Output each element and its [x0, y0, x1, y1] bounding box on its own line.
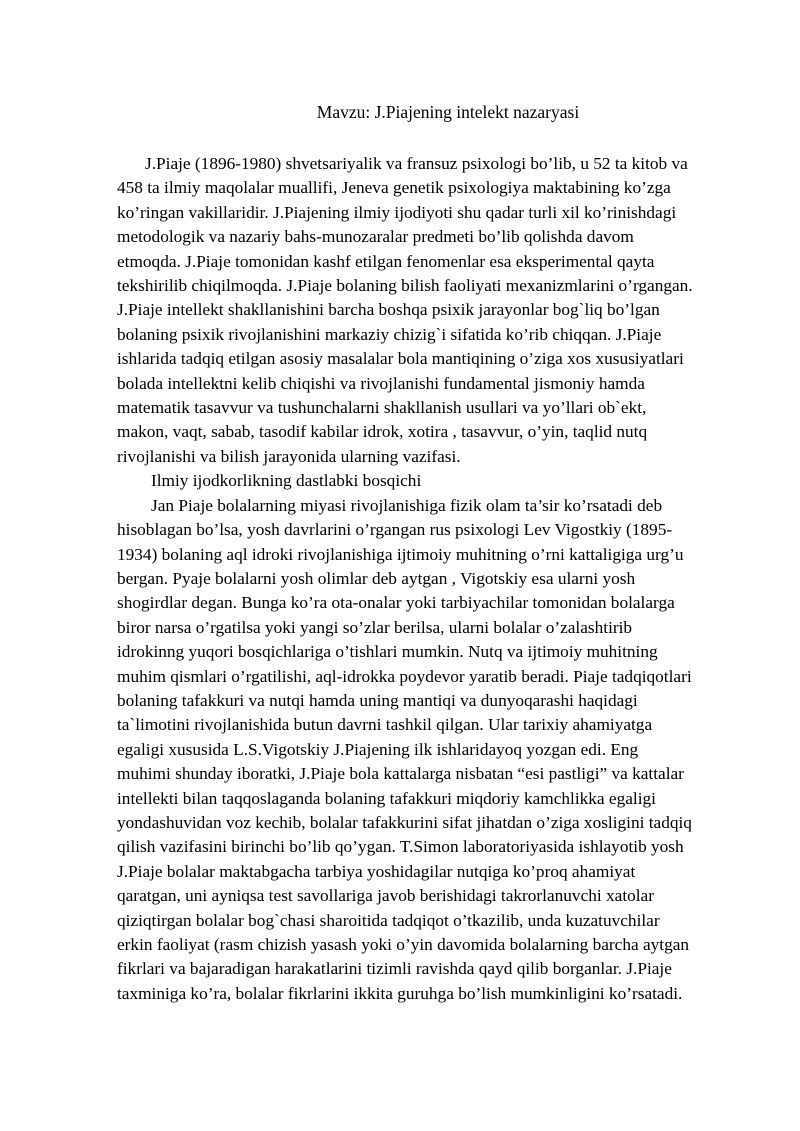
document-body: [117, 152, 747, 1006]
paragraph-line: bolaning psixik rivojlanishini markaziy chizig`i sifatida ko’rib chiqqan. J.Piaje: [117, 324, 662, 344]
paragraph-line: fikrlari va bajaradigan harakatlarini tizimli ravishda qayd qilib borganlar. J.Piaje: [117, 959, 672, 979]
paragraph-line: 1934) bolaning aql idroki rivojlanishiga ijtimoiy muhitning o’rni kattaligiga urg’u: [117, 544, 684, 564]
paragraph-line: yondashuvidan voz kechib, bolalar tafakkurini sifat jihatdan o’ziga xosligini tadqiq: [117, 812, 692, 832]
paragraph-line: intellekti bilan taqqoslaganda bolaning tafakkuri miqdoriy kamchlikka egaligi: [117, 788, 656, 808]
paragraph-line: rivojlanishi va bilish jarayonida ularning vazifasi.: [117, 446, 461, 466]
paragraph-line: bergan. Pyaje bolalarni yosh olimlar deb aytgan , Vigotskiy esa ularni yosh: [117, 568, 636, 588]
paragraph-line: ta`limotini rivojlanishida butun davrni tashkil qilgan. Ular tarixiy ahamiyatga: [117, 715, 653, 735]
document-title: Mavzu: J.Piajening intelekt nazaryasi: [316, 102, 580, 122]
paragraph-line: 458 ta ilmiy maqolalar muallifi, Jeneva genetik psixologiya maktabining ko’zga: [117, 178, 671, 198]
paragraph-line: idrokinng yuqori bosqichlariga o’tishlari mumkin. Nutq va ijtimoiy muhitning: [117, 642, 658, 662]
paragraph-line: tekshirilib chiqilmoqda. J.Piaje bolaning bilish faoliyati mexanizmlarini o’rgangan.: [117, 276, 693, 296]
paragraph-line: makon, vaqt, sabab, tasodif kabilar idrok, xotira , tasavvur, o’yin, taqlid nutq: [117, 422, 648, 442]
paragraph-line: J.Piaje (1896-1980) shvetsariyalik va fransuz psixologi bo’lib, u 52 ta kitob va: [145, 154, 688, 173]
paragraph-line: etmoqda. J.Piaje tomonidan kashf etilgan fenomenlar esa eksperimental qayta: [117, 251, 655, 271]
paragraph-line: muhimi shunday iboratki, J.Piaje bola kattalarga nisbatan “esi pastligi” va kattalar: [117, 764, 684, 784]
paragraph-line: qiziqtirgan bolalar bog`chasi sharoitida tadqiqot o’tkazilib, unda kuzatuvchilar: [117, 910, 660, 930]
paragraph-line: biror narsa o’rgatilsa yoki yangi so’zlar berilsa, ularni bolalar o’zalashtirib: [117, 617, 633, 637]
paragraph-line: Jan Piaje bolalarning miyasi rivojlanishiga fizik olam ta’sir ko’rsatadi deb: [151, 495, 663, 515]
paragraph-line: shogirdlar degan. Bunga ko’ra ota-onalar yoki tarbiyachilar tomonidan bolalarga: [117, 593, 675, 613]
section-heading: Ilmiy ijodkorlikning dastlabki bosqichi: [151, 471, 422, 491]
paragraph-line: J.Piaje intellekt shakllanishini barcha boshqa psixik jarayonlar bog`liq bo’lgan: [117, 300, 660, 320]
paragraph-line: taxminiga ko’ra, bolalar fikrlarini ikkita guruhga bo’lish mumkinligini ko’rsatadi.: [117, 983, 683, 1003]
paragraph-line: muhim qismlari o’rgatilishi, aql-idrokka poydevor yaratib beradi. Piaje tadqiqotlari: [117, 666, 692, 686]
paragraph-line: qilish vazifasini birinchi bo’lib qo’ygan. T.Simon laboratoriyasida ishlayotib yosh: [117, 837, 684, 857]
paragraph-line: ko’ringan vakillaridir. J.Piajening ilmiy ijodiyoti shu qadar turli xil ko’rinishdagi: [117, 202, 677, 222]
paragraph-line: bolaning tafakkuri va nutqi hamda uning mantiqi va dunyoqarashi haqidagi: [117, 690, 638, 710]
paragraph-line: ishlarida tadqiq etilgan asosiy masalalar bola mantiqining o’ziga xos xususiyatlari: [117, 349, 684, 369]
paragraph-line: matematik tasavvur va tushunchalarni shakllanish usullari va yo’llari ob`ekt,: [117, 398, 647, 418]
paragraph-line: hisoblagan bo’lsa, yosh davrlarini o’rgangan rus psixologi Lev Vigostkiy (1895-: [117, 520, 673, 540]
paragraph-line: J.Piaje bolalar maktabgacha tarbiya yoshidagilar nutqiga ko’proq ahamiyat: [117, 861, 636, 881]
paragraph-line: qaratgan, uni ayniqsa test savollariga javob berishidagi takrorlanuvchi xatolar: [117, 886, 654, 906]
paragraph-line: metodologik va nazariy bahs-munozaralar predmeti bo’lib qolishda davom: [117, 227, 634, 247]
paragraph-line: erkin faoliyat (rasm chizish yasash yoki o’yin davomida bolalarning barcha aytgan: [117, 935, 690, 954]
paragraph-line: egaligi xususida L.S.Vigotskiy J.Piajening ilk ishlaridayoq yozgan edi. Eng: [117, 739, 639, 759]
paragraph-line: bolada intellektni kelib chiqishi va rivojlanishi fundamental jismoniy hamda: [117, 373, 645, 393]
